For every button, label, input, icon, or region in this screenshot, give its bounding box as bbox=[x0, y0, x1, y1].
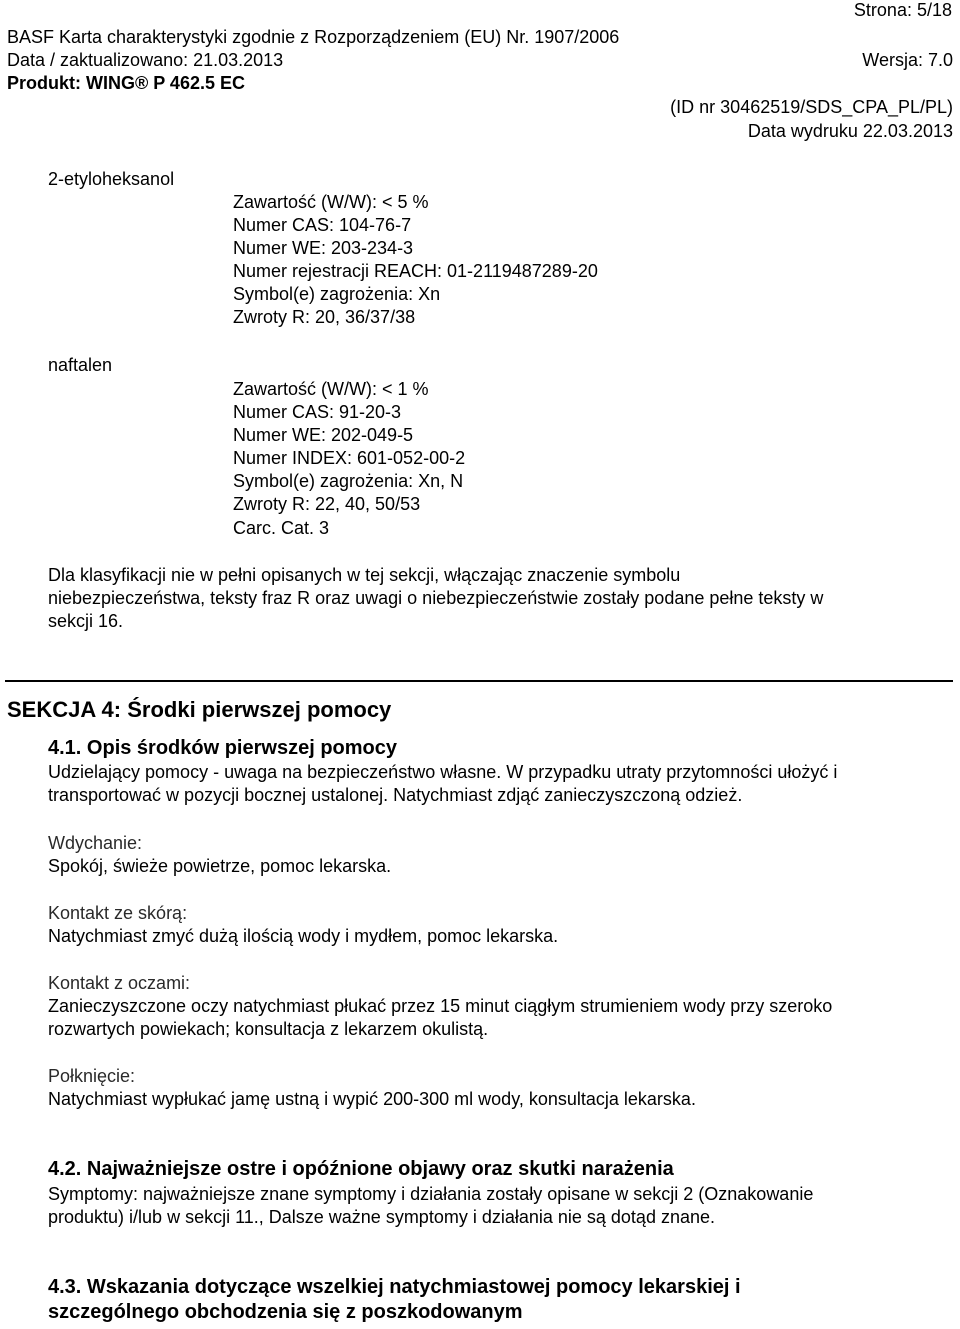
classification-note bbox=[48, 564, 823, 633]
component-details bbox=[233, 378, 465, 540]
component-name: 2-etyloheksanol bbox=[48, 169, 175, 189]
first-aid-intro bbox=[48, 761, 837, 807]
ingestion-label: Połknięcie: bbox=[48, 1066, 136, 1086]
symptoms-line: produktu) i/lub w sekcji 11., Dalsze ważne symptomy i działania nie są dotąd znane. bbox=[48, 1207, 716, 1227]
component-detail: Zwroty R: 22, 40, 50/53 bbox=[233, 494, 421, 515]
intro-line: transportować w pozycji bocznej ustalonej. Natychmiast zdjąć zanieczyszczoną odzież. bbox=[48, 785, 743, 805]
component-detail: Numer CAS: 91-20-3 bbox=[233, 402, 402, 423]
print-date: Data wydruku 22.03.2013 bbox=[747, 121, 953, 141]
skin-contact-text: Natychmiast zmyć dużą ilością wody i mydłem, pomoc lekarska. bbox=[48, 926, 559, 946]
note-line: Dla klasyfikacji nie w pełni opisanych w tej sekcji, włączając znaczenie symbolu bbox=[48, 565, 681, 585]
version-label: Wersja: 7.0 bbox=[862, 50, 953, 70]
component-detail: Zwroty R: 20, 36/37/38 bbox=[233, 307, 416, 328]
note-line: sekcji 16. bbox=[48, 611, 124, 631]
component-detail: Symbol(e) zagrożenia: Xn bbox=[233, 284, 441, 305]
component-detail: Carc. Cat. 3 bbox=[233, 517, 330, 538]
subsection-title-4-1: 4.1. Opis środków pierwszej pomocy bbox=[48, 737, 397, 759]
component-details bbox=[233, 191, 598, 330]
note-line: niebezpieczeństwa, teksty fraz R oraz uwagi o niebezpieczeństwie zostały podane pełne teksty w bbox=[48, 588, 824, 608]
symptoms-line: Symptomy: najważniejsze znane symptomy i działania zostały opisane w sekcji 2 (Oznakowanie bbox=[48, 1184, 814, 1204]
section-title: SEKCJA 4: Środki pierwszej pomocy bbox=[7, 697, 392, 722]
component-detail: Symbol(e) zagrożenia: Xn, N bbox=[233, 471, 464, 492]
ingestion-text: Natychmiast wypłukać jamę ustną i wypić 200-300 ml wody, konsultacja lekarska. bbox=[48, 1089, 696, 1109]
eye-line: rozwartych powiekach; konsultacja z lekarzem okulistą. bbox=[48, 1019, 489, 1039]
eye-contact-label: Kontakt z oczami: bbox=[48, 973, 191, 993]
title-line: szczególnego obchodzenia się z poszkodowanym bbox=[48, 1301, 523, 1323]
inhalation-text: Spokój, świeże powietrze, pomoc lekarska. bbox=[48, 856, 392, 876]
component-detail: Zawartość (W/W): < 5 % bbox=[233, 192, 429, 212]
intro-line: Udzielający pomocy - uwaga na bezpieczeństwo własne. W przypadku utraty przytomności ułożyć i bbox=[48, 762, 838, 782]
document-title: BASF Karta charakterystyki zgodnie z Rozporządzeniem (EU) Nr. 1907/2006 bbox=[7, 27, 620, 47]
product-name: Produkt: WING® P 462.5 EC bbox=[7, 73, 245, 93]
component-detail: Numer WE: 202-049-5 bbox=[233, 425, 414, 446]
subsection-title-4-3 bbox=[48, 1275, 741, 1325]
title-line: 4.3. Wskazania dotyczące wszelkiej natychmiastowej pomocy lekarskiej i bbox=[48, 1276, 741, 1298]
skin-contact-label: Kontakt ze skórą: bbox=[48, 903, 188, 923]
component-detail: Numer CAS: 104-76-7 bbox=[233, 215, 412, 236]
component-name: naftalen bbox=[48, 355, 113, 375]
component-detail: Numer INDEX: 601-052-00-2 bbox=[233, 448, 466, 469]
component-detail: Zawartość (W/W): < 1 % bbox=[233, 379, 429, 399]
inhalation-label: Wdychanie: bbox=[48, 833, 143, 853]
eye-contact-text bbox=[48, 995, 832, 1041]
component-detail: Numer WE: 203-234-3 bbox=[233, 238, 414, 259]
eye-line: Zanieczyszczone oczy natychmiast płukać przez 15 minut ciągłym strumieniem wody przy szeroko bbox=[48, 996, 833, 1016]
revision-date: Data / zaktualizowano: 21.03.2013 bbox=[7, 50, 284, 70]
component-detail: Numer rejestracji REACH: 01-2119487289-20 bbox=[233, 261, 598, 282]
page-number: Strona: 5/18 bbox=[853, 0, 952, 20]
symptoms-text bbox=[48, 1183, 813, 1229]
subsection-title-4-2: 4.2. Najważniejsze ostre i opóźnione objawy oraz skutki narażenia bbox=[48, 1158, 674, 1180]
section-divider bbox=[5, 680, 953, 682]
document-id: (ID nr 30462519/SDS_CPA_PL/PL) bbox=[670, 97, 953, 117]
